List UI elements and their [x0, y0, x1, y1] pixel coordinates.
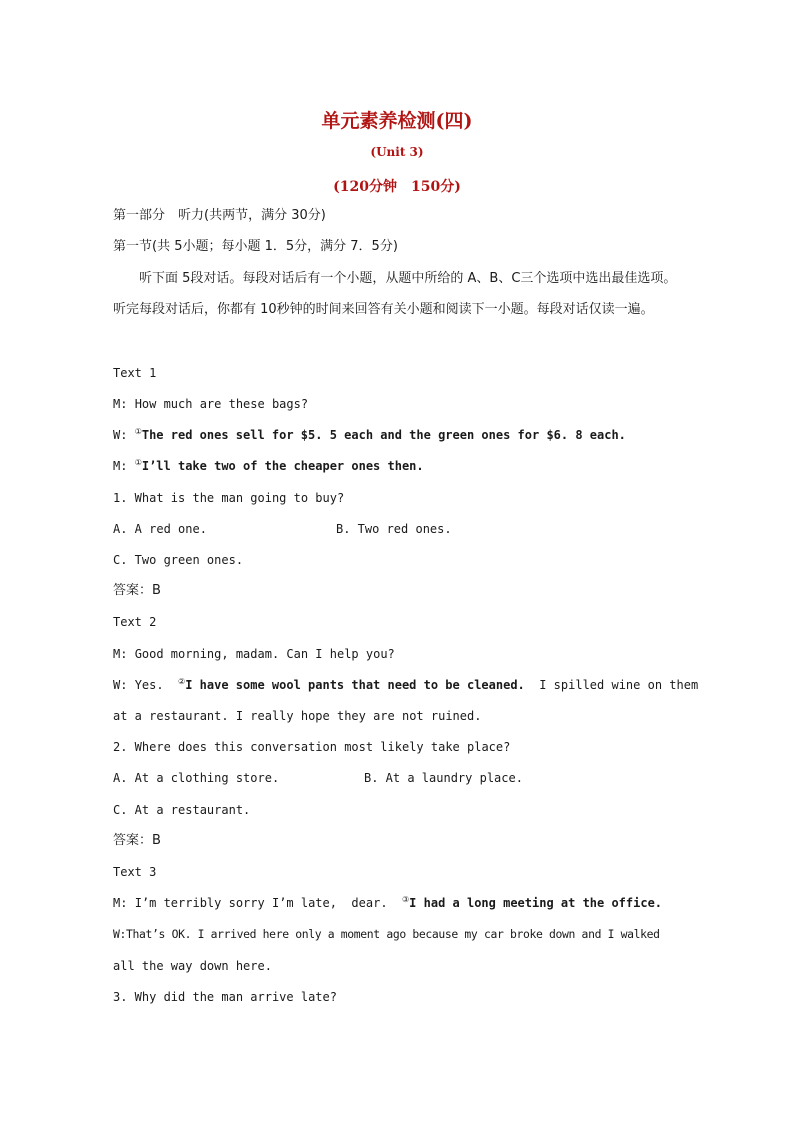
option-c: C. At a restaurant.	[113, 803, 251, 817]
part-heading: 第一部分 听力(共两节，满分 30分)	[113, 208, 326, 223]
key-sentence: I had a long meeting at the office.	[409, 896, 663, 910]
speaker-label: W:	[113, 428, 128, 442]
speaker-label: M:	[113, 397, 128, 411]
dialogue-continuation: at a restaurant. I really hope they are not ruined.	[113, 709, 482, 723]
dialogue-text: Yes.	[134, 678, 179, 692]
dialogue-line	[113, 395, 308, 413]
speaker-label: M:	[113, 896, 128, 910]
dialogue-line	[113, 457, 424, 477]
circled-number-marker: ③	[402, 895, 410, 904]
question: 1. What is the man going to buy?	[113, 491, 345, 505]
speaker-label: W:	[113, 927, 127, 941]
dialogue-text: Good morning, madam. Can I help you?	[134, 647, 395, 661]
speaker-label: M:	[113, 459, 128, 473]
answer: 答案：B	[113, 833, 161, 848]
option-b: B. Two red ones.	[336, 522, 452, 536]
speaker-label: M:	[113, 647, 128, 661]
unit-label: (Unit 3)	[370, 145, 424, 159]
answer: 答案：B	[113, 583, 161, 598]
question: 2. Where does this conversation most likely take place?	[113, 740, 511, 754]
dialogue-line	[113, 925, 660, 943]
circled-number-marker: ①	[134, 458, 142, 467]
text-label: Text 3	[113, 865, 157, 879]
key-sentence: The red ones sell for $5. 5 each and the green ones for $6. 8 each.	[141, 428, 626, 442]
subsection-heading: 第一节(共 5小题；每小题 1．5分，满分 7．5分)	[113, 239, 398, 254]
dialogue-line	[113, 426, 626, 446]
dialogue-text: I’m terribly sorry I’m late, dear.	[134, 896, 402, 910]
dialogue-line	[113, 894, 662, 914]
question: 3. Why did the man arrive late?	[113, 990, 337, 1004]
document-title: 单元素养检测(四)	[321, 110, 473, 132]
dialogue-text: That’s OK. I arrived here only a moment ago because my car broke down and I walked	[126, 927, 660, 941]
key-sentence: I have some wool pants that need to be cleaned.	[185, 678, 525, 692]
circled-number-marker: ①	[134, 427, 142, 436]
option-a: A. At a clothing store.	[113, 771, 280, 785]
text-label: Text 1	[113, 366, 157, 380]
time-score-label: (120分钟 150分)	[333, 179, 461, 195]
instructions-paragraph: 听下面 5段对话。每段对话后有一个小题，从题中所给的 A、B、C三个选项中选出最佳选项。听完每段对话后，你都有 10秒钟的时间来回答有关小题和阅读下一小题。每段对话仅读一遍。	[113, 271, 677, 317]
dialogue-continuation: all the way down here.	[113, 959, 272, 973]
text-label: Text 2	[113, 615, 157, 629]
speaker-label: W:	[113, 678, 128, 692]
circled-number-marker: ②	[178, 677, 186, 686]
option-a: A. A red one.	[113, 522, 207, 536]
option-c: C. Two green ones.	[113, 553, 244, 567]
dialogue-text: I spilled wine on them	[524, 678, 699, 692]
key-sentence: I’ll take two of the cheaper ones then.	[141, 459, 424, 473]
dialogue-line	[113, 645, 395, 663]
dialogue-line	[113, 676, 698, 696]
option-b: B. At a laundry place.	[364, 771, 523, 785]
dialogue-text: How much are these bags?	[134, 397, 309, 411]
